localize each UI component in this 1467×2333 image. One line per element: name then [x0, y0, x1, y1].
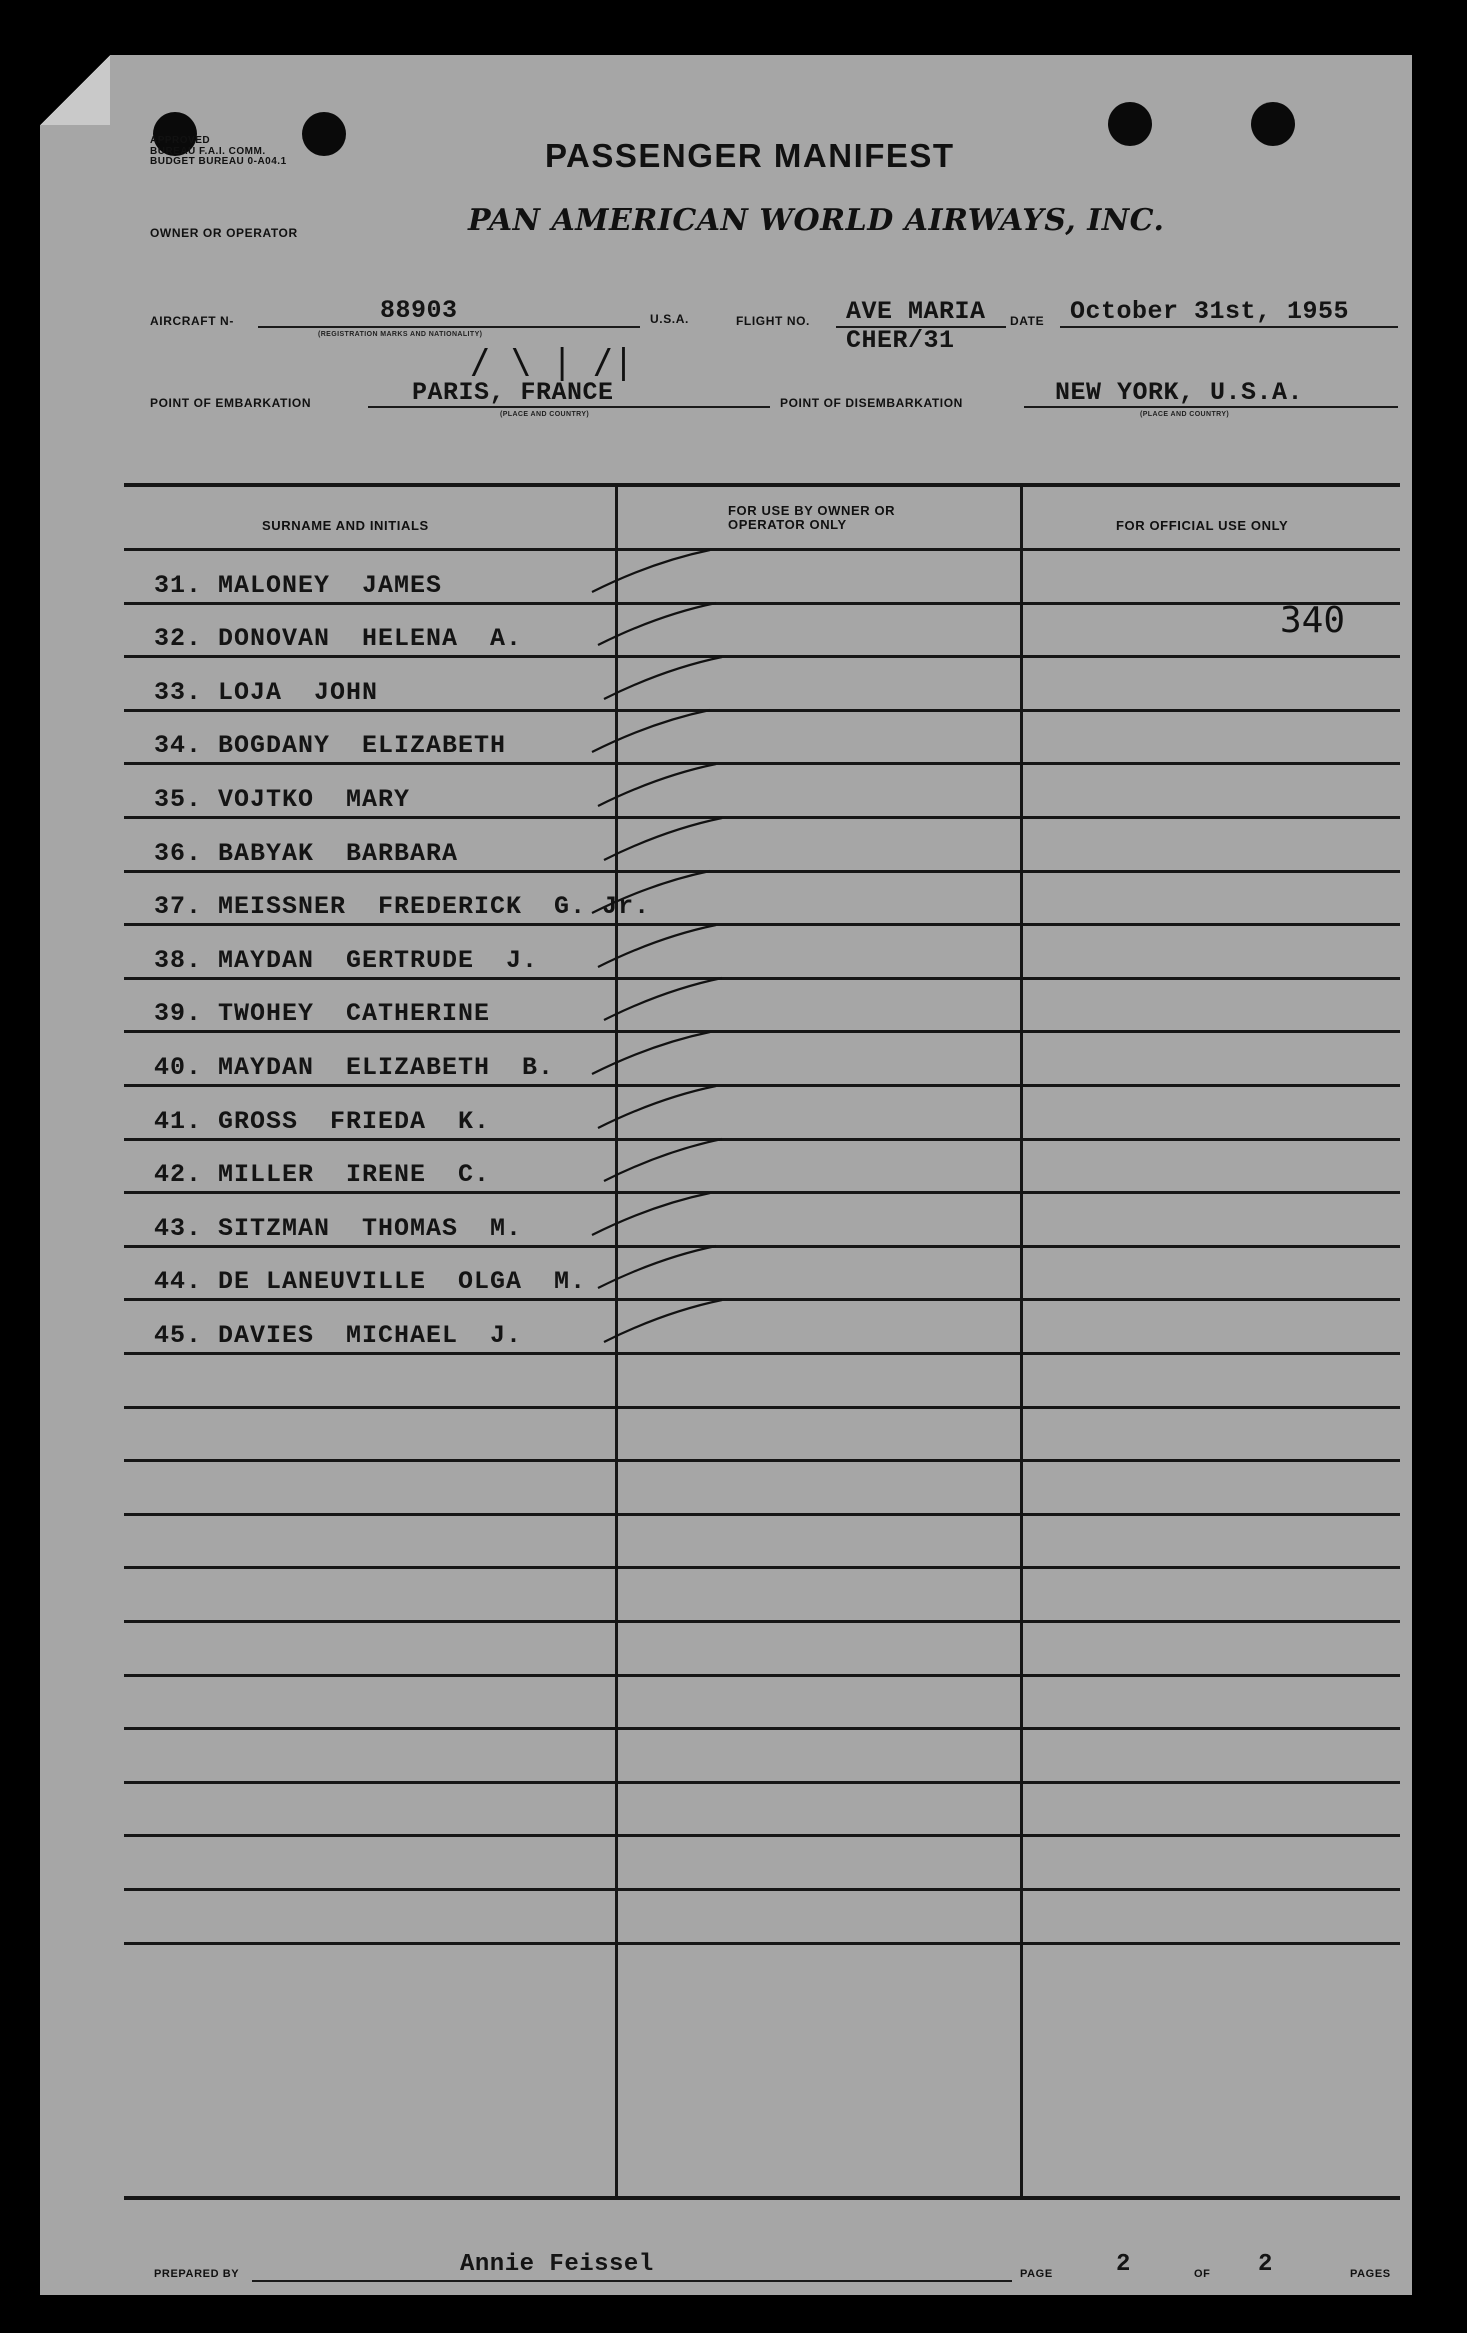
check-mark: [598, 764, 716, 806]
aircraft-value: 88903: [380, 296, 458, 325]
disembarkation-label: POINT OF DISEMBARKATION: [780, 396, 963, 410]
passenger-name: 37. MEISSNER FREDERICK G. Jr.: [154, 892, 651, 921]
passenger-name: 34. BOGDANY ELIZABETH: [154, 731, 507, 760]
page-label: PAGE: [1020, 2268, 1053, 2280]
check-mark: [592, 1193, 710, 1235]
check-mark: [598, 1086, 716, 1128]
surname-column-header: SURNAME AND INITIALS: [262, 518, 429, 533]
official-use-column-header: FOR OFFICIAL USE ONLY: [1116, 518, 1289, 533]
check-mark: [598, 1246, 716, 1288]
disembarkation-sublabel: (PLACE AND COUNTRY): [1140, 411, 1230, 418]
owner-label: OWNER OR OPERATOR: [150, 226, 298, 240]
embarkation-sublabel: (PLACE AND COUNTRY): [500, 411, 590, 418]
prepared-by-underline: [252, 2280, 1012, 2282]
approval-line: BUDGET BUREAU 0-A04.1: [150, 156, 287, 167]
aircraft-sublabel: (REGISTRATION MARKS AND NATIONALITY): [318, 331, 483, 338]
check-mark: [604, 818, 722, 860]
flight-value-line-2: CHER/31: [846, 326, 955, 355]
embarkation-handwriting: / \ | /|: [470, 342, 634, 382]
aircraft-label: AIRCRAFT N-: [150, 314, 234, 328]
passenger-name: 32. DONOVAN HELENA A.: [154, 624, 523, 653]
passenger-name: 39. TWOHEY CATHERINE: [154, 999, 491, 1028]
check-mark: [604, 657, 722, 699]
passenger-name: 43. SITZMAN THOMAS M.: [154, 1214, 523, 1243]
official-note: 340: [1280, 600, 1346, 641]
nationality-label: U.S.A.: [650, 312, 689, 326]
flight-label: FLIGHT NO.: [736, 314, 810, 328]
owner-use-column-header: FOR USE BY OWNER OR OPERATOR ONLY: [728, 503, 896, 532]
of-label: OF: [1194, 2268, 1211, 2280]
approval-line: BUREAU F.A.I. COMM.: [150, 145, 266, 157]
prepared-by-value: Annie Feissel: [460, 2251, 654, 2278]
disembarkation-value: NEW YORK, U.S.A.: [1055, 378, 1304, 407]
total-pages: 2: [1258, 2251, 1273, 2278]
flight-value: AVE MARIA: [846, 297, 986, 326]
passenger-name: 44. DE LANEUVILLE OLGA M.: [154, 1267, 587, 1296]
check-mark: [592, 1032, 710, 1074]
passenger-name: 40. MAYDAN ELIZABETH B.: [154, 1053, 555, 1082]
passenger-name: 33. LOJA JOHN: [154, 678, 379, 707]
passenger-name: 45. DAVIES MICHAEL J.: [154, 1321, 523, 1350]
page-number: 2: [1116, 2251, 1131, 2278]
passenger-name: 31. MALONEY JAMES: [154, 571, 443, 600]
passenger-name: 36. BABYAK BARBARA: [154, 839, 459, 868]
page-title: PASSENGER MANIFEST: [545, 137, 955, 174]
check-mark: [604, 1300, 722, 1342]
passenger-name: 35. VOJTKO MARY: [154, 785, 411, 814]
owner-value: PAN AMERICAN WORLD AIRWAYS, INC.: [468, 203, 1165, 238]
pages-label: PAGES: [1350, 2268, 1391, 2280]
check-mark: [598, 603, 716, 645]
prepared-by-label: PREPARED BY: [154, 2268, 240, 2280]
check-mark: [592, 871, 710, 913]
check-mark: [604, 1139, 722, 1181]
check-mark: [598, 925, 716, 967]
date-value: October 31st, 1955: [1070, 297, 1350, 326]
check-mark: [592, 550, 710, 592]
passenger-name: 42. MILLER IRENE C.: [154, 1160, 491, 1189]
check-mark: [592, 710, 710, 752]
embarkation-value: PARIS, FRANCE: [412, 378, 614, 407]
date-label: DATE: [1010, 314, 1045, 328]
check-mark: [604, 978, 722, 1020]
passenger-name: 41. GROSS FRIEDA K.: [154, 1107, 491, 1136]
approval-line: APPROVED: [150, 135, 211, 146]
embarkation-label: POINT OF EMBARKATION: [150, 396, 312, 410]
passenger-name: 38. MAYDAN GERTRUDE J.: [154, 946, 539, 975]
